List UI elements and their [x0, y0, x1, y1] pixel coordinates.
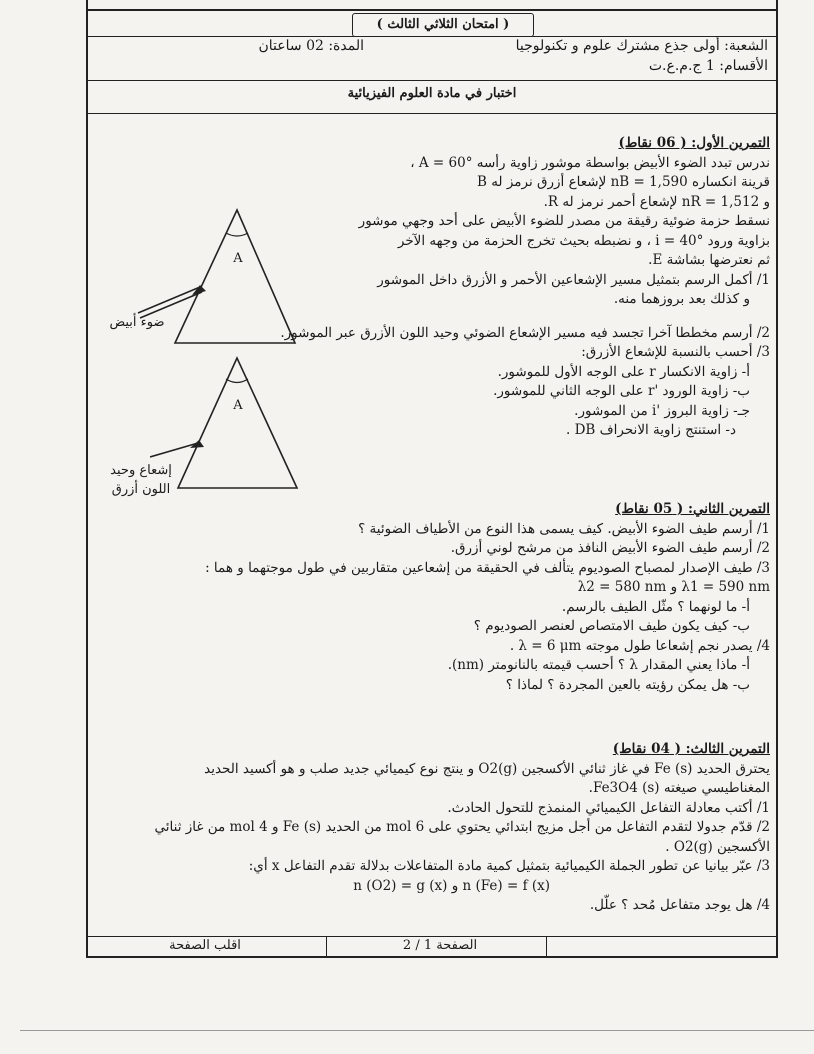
prism-1-triangle	[175, 210, 295, 343]
ex3-line: 2/ قدّم جدولا لتقدم التفاعل من أجل مزيج ابتدائي يحتوي على 6 mol من الحديد Fe (s) و 4 mol من غاز ثنائي	[154, 819, 770, 835]
branch-text: الشعبة: أولى جذع مشترك علوم و تكنولوجيا	[515, 38, 768, 54]
ex3-line: 3/ عبّر بيانيا عن تطور الجملة الكيميائية بتمثيل كمية مادة المتفاعلات بدلالة تقدم التفاعل x أي:	[248, 858, 770, 874]
prism-1-apex-label: A	[233, 251, 243, 266]
footer-divider-v	[326, 937, 327, 957]
ex2-line: ب- كيف يكون طيف الامتصاص لعنصر الصوديوم ؟	[473, 618, 750, 634]
ex1-question: 3/ أحسب بالنسبة للإشعاع الأزرق:	[581, 344, 770, 360]
ex1-line: ندرس تبدد الضوء الأبيض بواسطة موشور زاوية رأسه A = 60° ،	[410, 154, 770, 171]
prism-2-apex-angle	[226, 379, 248, 383]
ex1-line: و كذلك بعد بروزهما منه.	[613, 291, 750, 307]
ex3-line: 1/ أكتب معادلة التفاعل الكيميائي المنمذج للتحول الحادث.	[447, 799, 770, 816]
ex2-line: 4/ يصدر نجم إشعاعا طول موجته λ = 6 μm .	[509, 637, 770, 654]
prism-2-apex-label: A	[233, 398, 243, 413]
ex1-line: نسقط حزمة ضوئية رقيقة من مصدر للضوء الأبيض على أحد وجهي موشور	[358, 213, 770, 229]
prism-2-triangle	[178, 358, 297, 488]
scan-edge	[20, 1030, 814, 1031]
ex1-line: بزاوية ورود i = 40° ، و نضبطه بحيث تخرج الحزمة من وجهه الآخر	[397, 232, 770, 249]
turn-page-note: اقلب الصفحة	[169, 938, 241, 953]
ex1-subitem: جـ- زاوية البروز 'i من الموشور.	[574, 402, 750, 419]
ex1-line: ثم نعترضها بشاشة E.	[648, 252, 770, 268]
ex3-line: 4/ هل يوجد متفاعل مُحد ؟ علّل.	[589, 897, 770, 913]
ex1-question: 2/ أرسم مخططا آخرا تجسد فيه مسير الإشعاع الضوئي وحيد اللون الأزرق عبر الموشور.	[280, 324, 770, 341]
ex1-subitem: أ- زاوية الانكسار r على الوجه الأول للموشور.	[497, 363, 750, 380]
exercise1-title: التمرين الأول: ( 06 نقاط)	[618, 135, 770, 151]
exam-title: ( امتحان الثلاثي الثالث )	[352, 13, 534, 37]
ex3-line: الأكسجين O2(g) .	[665, 838, 770, 855]
ex2-line: أ- ما لونهما ؟ مثّل الطيف بالرسم.	[561, 598, 750, 615]
ex1-line: و nR = 1,512 لإشعاع أحمر نرمز له R.	[543, 193, 770, 210]
prism-1-apex-angle	[226, 233, 248, 236]
ex2-line: 1/ أرسم طيف الضوء الأبيض. كيف يسمى هذا النوع من الأطياف الضوئية ؟	[358, 520, 770, 537]
ex1-subitem: د- استنتج زاوية الانحراف DB .	[566, 422, 736, 438]
exercise3	[130, 740, 770, 916]
subject-title: اختبار في مادة العلوم الفيزيائية	[347, 86, 517, 101]
prism-2-ray-label-line1: إشعاع وحيد	[110, 463, 172, 478]
ex1-subitem: ب- زاوية الورود 'r على الوجه الثاني للموشور.	[493, 383, 750, 399]
prism-1-ray-label: ضوء أبيض	[109, 315, 165, 330]
header-divider	[86, 80, 778, 81]
classes-text: الأقسام: 1 ج.م.ع.ت	[648, 58, 768, 74]
ex2-line: 3/ طيف الإصدار لمصباح الصوديوم يتألف في الحقيقة من إشعاعين متقاربين في طول موجتهما و هما :	[205, 559, 770, 576]
blue-light-ray	[150, 443, 198, 457]
ex3-line: المغناطيسي صيغته Fe3O4 (s).	[588, 780, 770, 796]
page-number: الصفحة 1 / 2	[402, 938, 478, 953]
ex2-line: λ1 = 590 nm و λ2 = 580 nm	[577, 579, 770, 595]
exercise2-title: التمرين الثاني: ( 05 نقاط)	[615, 501, 770, 517]
exercise2	[110, 500, 770, 695]
exercise3-title: التمرين الثالث: ( 04 نقاط)	[612, 741, 770, 757]
header-divider	[86, 36, 778, 37]
footer-divider	[86, 936, 778, 937]
ex1-line: 1/ أكمل الرسم بتمثيل مسير الإشعاعين الأحمر و الأزرق داخل الموشور	[377, 271, 770, 288]
ex3-line: n (Fe) = f (x) و n (O2) = g (x)	[353, 877, 550, 894]
ex3-line: يحترق الحديد Fe (s) في غاز ثنائي الأكسجين O2(g) و ينتج نوع كيميائي جديد صلب و هو أكسيد الحديد	[204, 760, 770, 777]
ex2-line: أ- ماذا يعني المقدار λ ؟ أحسب قيمته بالنانومتر (nm).	[447, 657, 750, 673]
prism-2-ray-label-line2: اللون أزرق	[111, 482, 171, 497]
ex2-line: ب- هل يمكن رؤيته بالعين المجردة ؟ لماذا ؟	[505, 676, 750, 693]
ex1-line: قرينة انكساره nB = 1,590 لإشعاع أزرق نرمز له B	[476, 174, 770, 190]
ex2-line: 2/ أرسم طيف الضوء الأبيض النافذ من مرشح لوني أزرق.	[450, 540, 770, 556]
header-divider	[86, 113, 778, 114]
duration-text: المدة: 02 ساعتان	[258, 38, 364, 54]
footer-divider-v	[546, 937, 547, 957]
